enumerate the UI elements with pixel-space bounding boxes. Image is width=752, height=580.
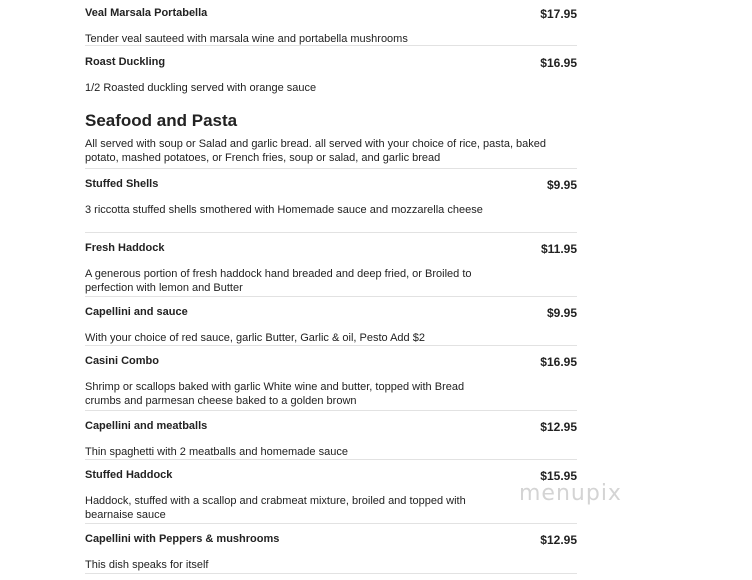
item-name: Capellini and meatballs xyxy=(85,420,208,432)
item-name: Stuffed Shells xyxy=(85,178,159,190)
item-description: With your choice of red sauce, garlic Butter, Garlic & oil, Pesto Add $2 xyxy=(85,332,425,344)
menu-item-veal-marsala xyxy=(85,7,577,46)
divider xyxy=(85,573,577,574)
divider xyxy=(85,168,577,169)
item-price: $15.95 xyxy=(540,469,577,483)
menu-item-stuffed-shells xyxy=(85,178,577,217)
item-price: $17.95 xyxy=(540,7,577,21)
divider xyxy=(85,232,577,233)
item-price: $11.95 xyxy=(540,242,577,256)
menupix-watermark: menupix xyxy=(519,481,622,506)
divider xyxy=(85,410,577,411)
item-name: Stuffed Haddock xyxy=(85,469,173,481)
menu-item-capellini-sauce xyxy=(85,306,577,345)
item-name: Fresh Haddock xyxy=(85,242,165,254)
menu-item-capellini-peppers xyxy=(85,533,577,572)
item-price: $12.95 xyxy=(540,420,577,434)
item-description: Thin spaghetti with 2 meatballs and homemade sauce xyxy=(85,446,348,458)
menu-item-casini-combo xyxy=(85,355,577,408)
item-name: Capellini and sauce xyxy=(85,306,188,318)
item-price: $9.95 xyxy=(546,178,577,192)
item-name: Casini Combo xyxy=(85,355,159,367)
item-description: 1/2 Roasted duckling served with orange sauce xyxy=(85,82,317,94)
menu-item-roast-duckling xyxy=(85,56,577,95)
item-name: Roast Duckling xyxy=(85,56,166,68)
section-note: All served with soup or Salad and garlic bread. all served with your choice of rice, pasta, baked potato, mashed potatoes, or French fries, soup or salad, and garlic bread xyxy=(85,138,547,164)
divider xyxy=(85,345,577,346)
item-description: Haddock, stuffed with a scallop and crabmeat mixture, broiled and topped with bearnaise sauce xyxy=(85,495,466,521)
item-price: $9.95 xyxy=(546,306,577,320)
section-title: Seafood and Pasta xyxy=(85,111,238,130)
item-description: Shrimp or scallops baked with garlic White wine and butter, topped with Bread crumbs and parmesan cheese baked to a golden brown xyxy=(85,381,465,407)
item-name: Capellini with Peppers & mushrooms xyxy=(85,533,280,545)
item-price: $16.95 xyxy=(540,355,577,369)
menu-item-fresh-haddock xyxy=(85,242,577,295)
item-description: Tender veal sauteed with marsala wine and portabella mushrooms xyxy=(85,33,408,45)
divider xyxy=(85,523,577,524)
item-price: $12.95 xyxy=(540,533,577,547)
divider xyxy=(85,296,577,297)
divider xyxy=(85,45,577,46)
menu-item-stuffed-haddock xyxy=(85,469,577,522)
item-description: 3 riccotta stuffed shells smothered with Homemade sauce and mozzarella cheese xyxy=(85,204,483,216)
divider xyxy=(85,459,577,460)
item-price: $16.95 xyxy=(540,56,577,70)
item-description: A generous portion of fresh haddock hand breaded and deep fried, or Broiled to perfection with lemon and Butter xyxy=(85,268,472,294)
menu-item-capellini-meatballs xyxy=(85,420,577,459)
item-description: This dish speaks for itself xyxy=(85,559,209,571)
item-name: Veal Marsala Portabella xyxy=(85,7,208,19)
